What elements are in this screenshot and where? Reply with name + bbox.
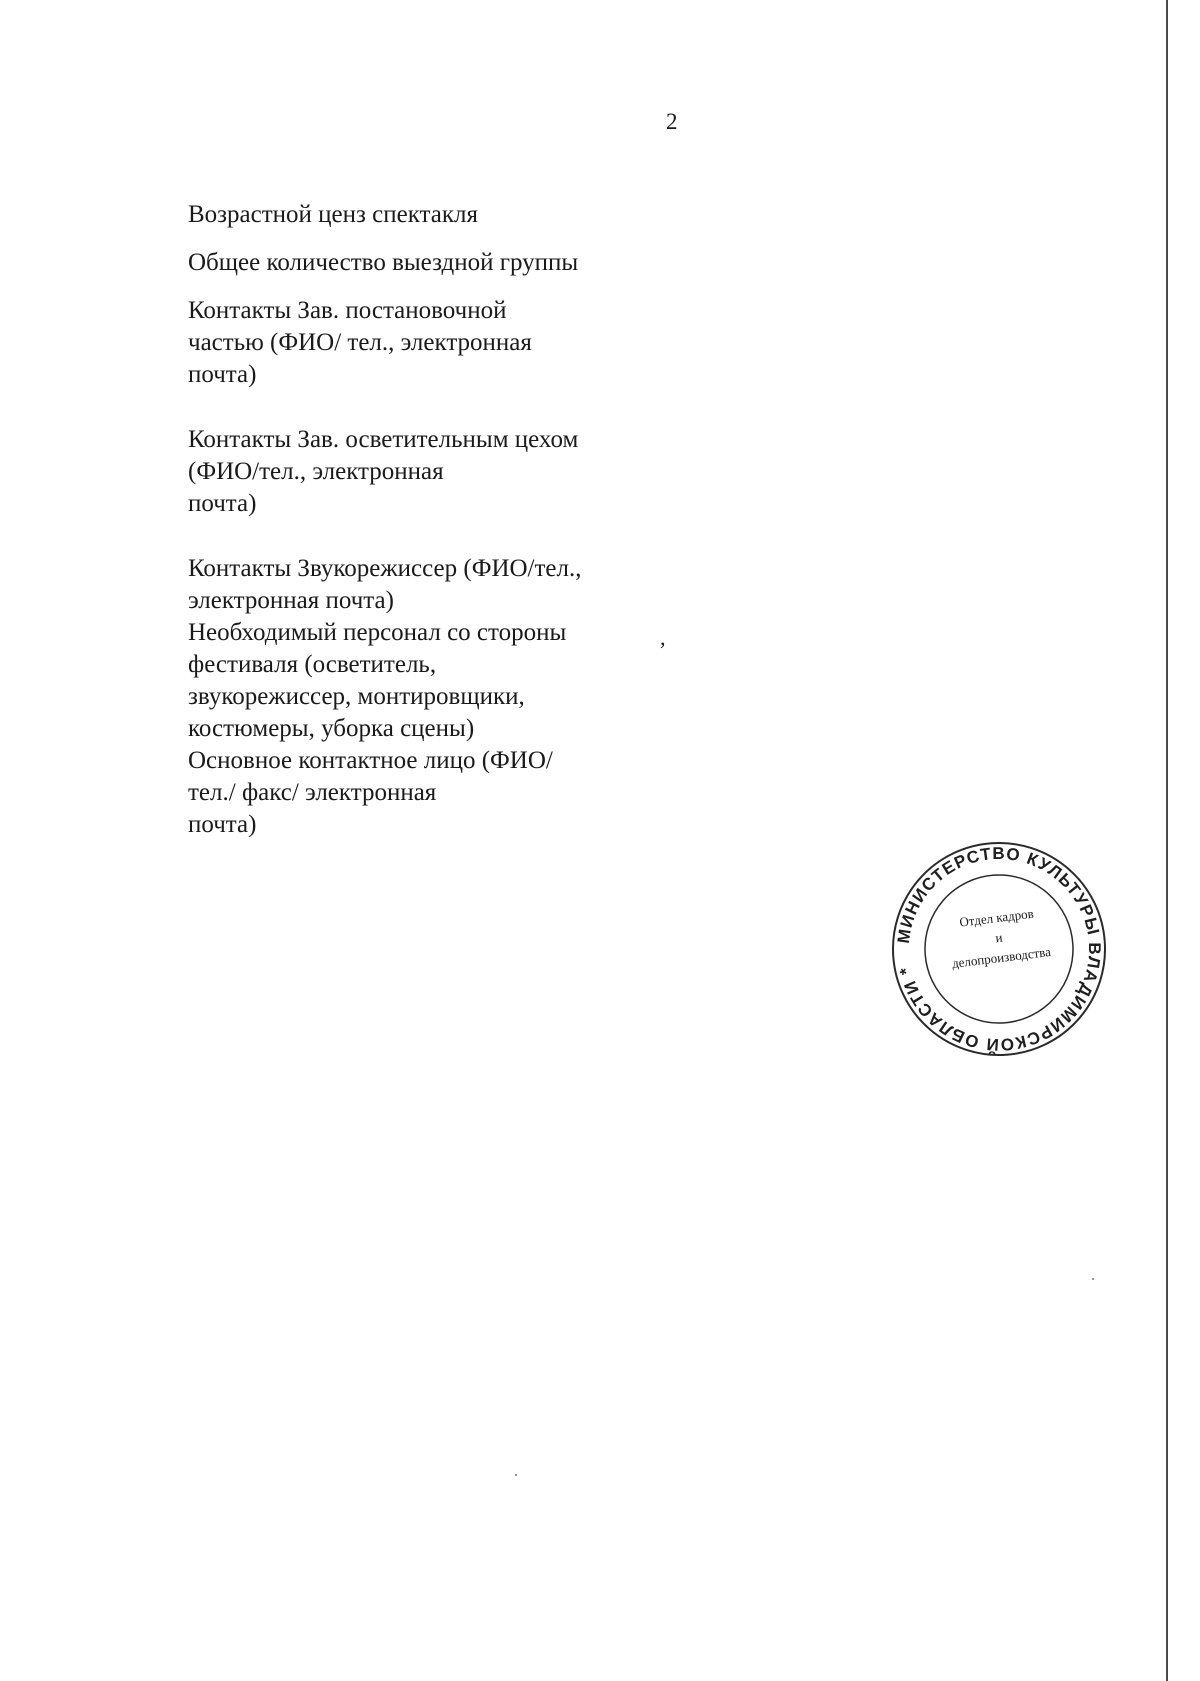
field-line: Контакты Звукорежиссер (ФИО/тел.,	[188, 555, 582, 582]
field-line: Необходимый персонал со стороны	[188, 619, 567, 646]
field-line: Контакты Зав. осветительным цехом	[188, 426, 579, 453]
field-sound-and-contacts	[188, 553, 582, 841]
scan-speck	[515, 1474, 517, 1476]
field-line: почта)	[188, 811, 257, 838]
field-line: костюмеры, уборка сцены)	[188, 715, 475, 742]
stamp-center-line: и	[994, 929, 1004, 946]
stray-comma: ,	[660, 625, 666, 650]
stamp-center-line: Отдел кадров	[958, 905, 1035, 930]
scan-speck	[1092, 1278, 1094, 1280]
stamp-center-line: делопроизводства	[951, 943, 1052, 971]
field-line: (ФИО/тел., электронная	[188, 458, 444, 485]
field-production-head-contacts	[188, 295, 532, 391]
field-line: фестиваля (осветитель,	[188, 651, 437, 678]
page-edge-line	[1166, 0, 1168, 1681]
page-number: 2	[666, 109, 678, 134]
field-line: почта)	[188, 490, 257, 517]
stamp-ring-text: МИНИСТЕРСТВО КУЛЬТУРЫ ВЛАДИМИРСКОЙ ОБЛАСТИ *	[893, 843, 1105, 1055]
field-line: Общее количество выездной группы	[188, 249, 579, 276]
field-line: тел./ факс/ электронная	[188, 779, 437, 806]
field-line: почта)	[188, 361, 257, 388]
field-line: частью (ФИО/ тел., электронная	[188, 329, 532, 356]
field-age-rating	[188, 199, 478, 231]
field-line: Основное контактное лицо (ФИО/	[188, 747, 553, 774]
field-line: Контакты Зав. постановочной	[188, 297, 507, 324]
field-group-size	[188, 247, 578, 279]
field-line: электронная почта)	[188, 587, 394, 614]
field-lighting-head-contacts	[188, 424, 578, 520]
official-stamp	[888, 838, 1110, 1060]
field-line: Возрастной ценз спектакля	[188, 201, 478, 228]
field-line: звукорежиссер, монтировщики,	[188, 683, 525, 710]
